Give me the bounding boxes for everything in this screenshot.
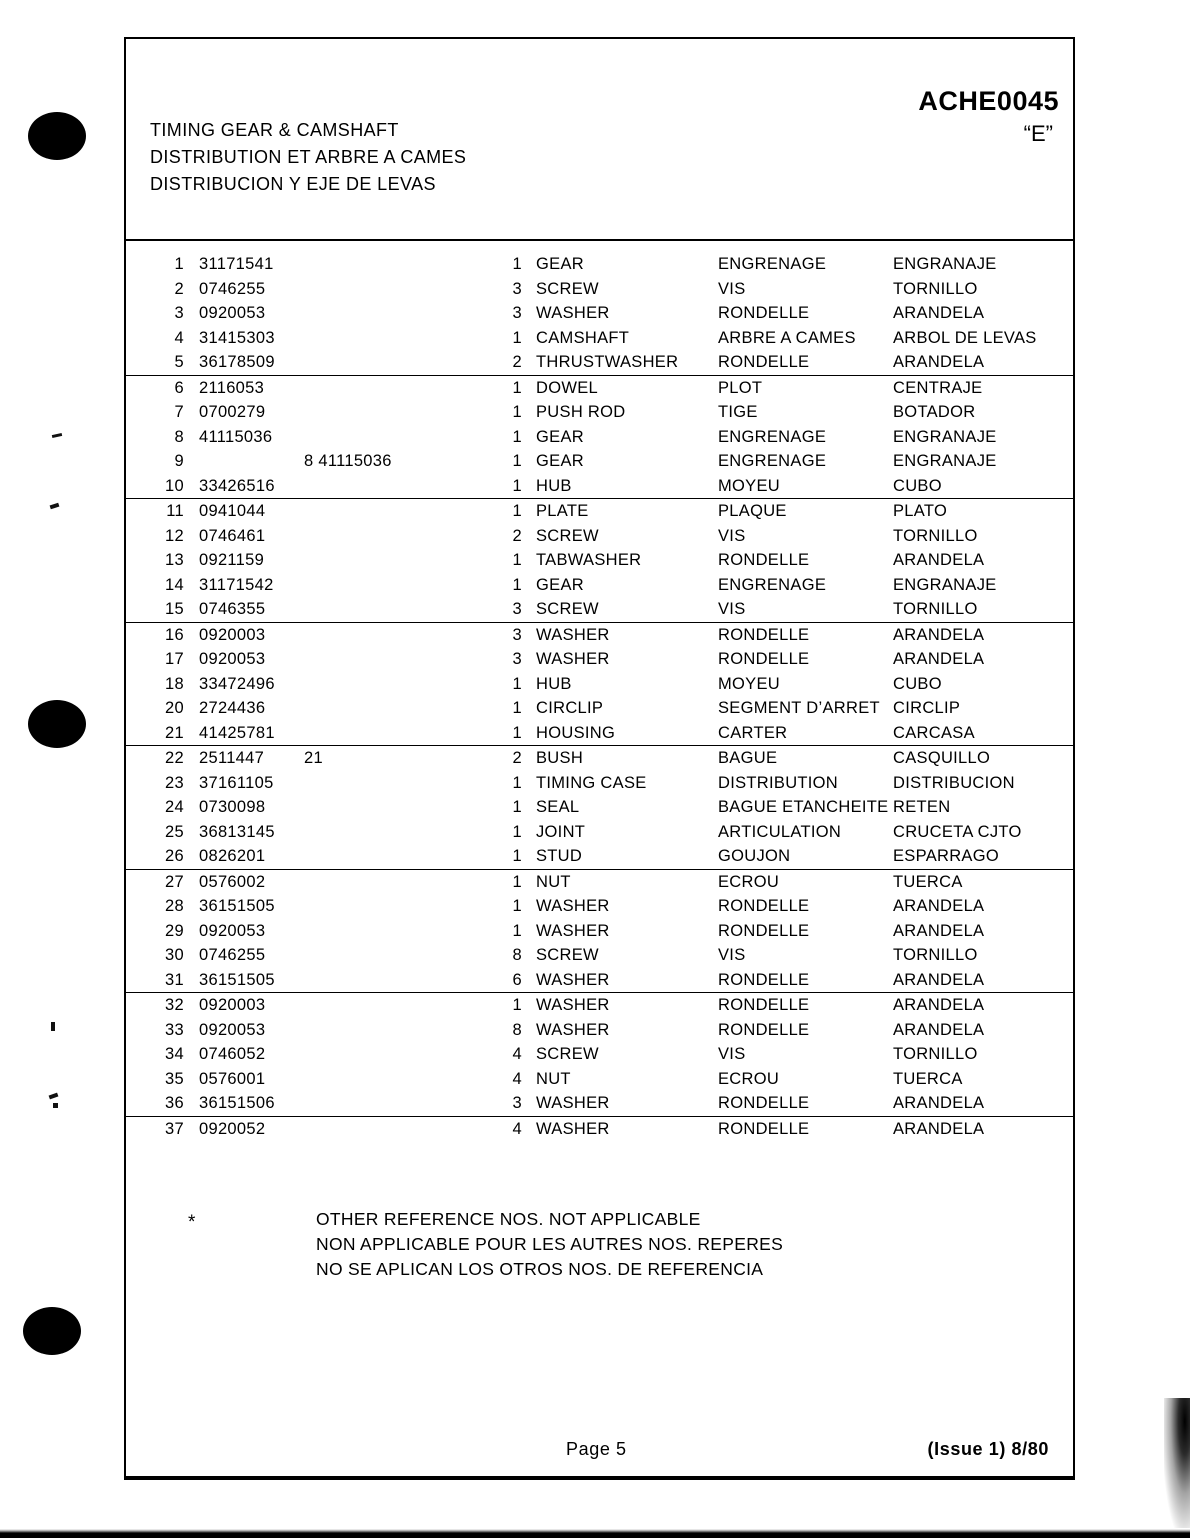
table-row xyxy=(126,597,1073,622)
cell-item-number: 15 xyxy=(165,600,184,618)
binder-punch-hole xyxy=(28,112,86,160)
scan-edge-shadow xyxy=(0,1529,1190,1538)
cell-item-number: 1 xyxy=(174,255,184,273)
cell-description-english: CIRCLIP xyxy=(536,699,604,717)
cell-description-spanish: TORNILLO xyxy=(893,946,978,964)
cell-description-spanish: ARANDELA xyxy=(893,650,985,668)
cell-part-number: 0730098 xyxy=(199,798,266,816)
table-row xyxy=(126,746,1073,771)
cell-description-spanish: PLATO xyxy=(893,502,948,520)
footnote-line-french: NON APPLICABLE POUR LES AUTRES NOS. REPERES xyxy=(316,1234,784,1254)
cell-description-french: PLOT xyxy=(718,378,763,397)
cell-description-spanish: ARANDELA xyxy=(893,625,985,644)
section-letter: “E” xyxy=(1023,121,1053,146)
scan-speckle xyxy=(51,1022,55,1031)
cell-item-number: 21 xyxy=(165,723,184,742)
parts-group xyxy=(126,239,1073,375)
cell-description-english: WASHER xyxy=(536,921,610,940)
parts-group xyxy=(126,992,1073,1116)
footer-divider xyxy=(126,1476,1073,1478)
cell-quantity: 1 xyxy=(512,847,522,865)
cell-description-english: THRUSTWASHER xyxy=(536,353,679,371)
cell-item-number: 36 xyxy=(165,1094,184,1112)
cell-description-french: MOYEU xyxy=(718,476,781,495)
cell-description-english: WASHER xyxy=(536,1119,610,1138)
cell-description-spanish: RETEN xyxy=(893,798,951,816)
cell-part-number: 0920003 xyxy=(199,996,266,1014)
cell-part-number: 0746052 xyxy=(199,1045,266,1063)
cell-description-french: RONDELLE xyxy=(718,897,810,915)
cell-item-number: 35 xyxy=(165,1069,184,1088)
cell-item-number: 5 xyxy=(174,353,184,371)
table-row xyxy=(126,326,1073,351)
cell-part-number: 0920003 xyxy=(199,625,266,644)
cell-description-french: VIS xyxy=(718,279,746,298)
cell-description-english: SCREW xyxy=(536,279,599,298)
cell-description-english: WASHER xyxy=(536,1020,610,1039)
cell-quantity: 1 xyxy=(512,328,522,347)
cell-description-spanish: ARANDELA xyxy=(893,1119,985,1138)
cell-description-french: ARTICULATION xyxy=(718,822,842,841)
cell-quantity: 8 xyxy=(512,1020,522,1039)
table-row xyxy=(126,894,1073,919)
cell-description-english: WASHER xyxy=(536,1094,610,1112)
cell-item-number: 10 xyxy=(165,476,184,495)
cell-part-number: 0826201 xyxy=(199,847,266,865)
cell-part-number: 0576002 xyxy=(199,872,266,891)
table-row xyxy=(126,1042,1073,1067)
cell-description-spanish: ARANDELA xyxy=(893,1020,985,1039)
table-row xyxy=(126,301,1073,326)
cell-description-spanish: CARCASA xyxy=(893,723,975,742)
cell-description-spanish: ENGRANAJE xyxy=(893,427,997,446)
cell-quantity: 1 xyxy=(512,699,522,717)
cell-part-number: 37161105 xyxy=(199,773,274,792)
cell-description-spanish: ENGRANAJE xyxy=(893,575,997,594)
cell-description-french: TIGE xyxy=(718,403,758,421)
cell-description-french: SEGMENT D’ARRET xyxy=(718,699,880,717)
binder-punch-hole xyxy=(28,700,86,748)
table-row xyxy=(126,820,1073,845)
cell-description-english: WASHER xyxy=(536,625,610,644)
scan-speckle xyxy=(49,1093,59,1100)
cell-part-number: 0746255 xyxy=(199,279,266,298)
cell-description-french: ENGRENAGE xyxy=(718,575,827,594)
cell-quantity: 1 xyxy=(512,674,522,693)
cell-item-number: 28 xyxy=(165,897,184,915)
cell-part-number: 33426516 xyxy=(199,476,275,495)
cell-description-french: ARBRE A CAMES xyxy=(718,328,856,347)
cell-description-spanish: CUBO xyxy=(893,674,942,693)
cell-description-english: SCREW xyxy=(536,600,599,618)
table-row xyxy=(126,474,1073,499)
title-english: TIMING GEAR & CAMSHAFT xyxy=(150,120,399,140)
cell-part-number: 41115036 xyxy=(199,427,273,446)
table-row xyxy=(126,1091,1073,1116)
cell-description-english: SCREW xyxy=(536,946,599,964)
cell-description-english: BUSH xyxy=(536,749,584,767)
cell-item-number: 11 xyxy=(166,502,184,520)
cell-item-number: 13 xyxy=(165,551,184,569)
cell-item-number: 6 xyxy=(174,378,184,397)
cell-quantity: 3 xyxy=(512,625,522,644)
cell-quantity: 1 xyxy=(512,921,522,940)
parts-group xyxy=(126,1116,1073,1142)
page-title xyxy=(150,117,466,198)
footnote-text xyxy=(316,1207,783,1282)
cell-part-number: 33472496 xyxy=(199,674,275,693)
cell-description-english: HOUSING xyxy=(536,723,616,742)
cell-quantity: 1 xyxy=(512,378,522,397)
cell-description-spanish: TORNILLO xyxy=(893,1045,978,1063)
cell-description-spanish: CUBO xyxy=(893,476,942,495)
cell-quantity: 1 xyxy=(512,452,522,470)
cell-description-french: RONDELLE xyxy=(718,353,810,371)
cell-description-english: SCREW xyxy=(536,1045,599,1063)
cell-quantity: 2 xyxy=(512,749,522,767)
cell-description-french: RONDELLE xyxy=(718,625,810,644)
cell-part-number: 0920053 xyxy=(199,304,266,322)
cell-quantity: 1 xyxy=(512,822,522,841)
table-row xyxy=(126,449,1073,474)
cell-part-number: 31415303 xyxy=(199,328,275,347)
cell-item-number: 8 xyxy=(174,427,184,446)
cell-description-english: STUD xyxy=(536,847,583,865)
cell-quantity: 1 xyxy=(512,723,522,742)
cell-part-number: 0746461 xyxy=(199,526,266,545)
cell-description-english: JOINT xyxy=(536,822,586,841)
parts-group xyxy=(126,869,1073,993)
cell-part-number: 0920052 xyxy=(199,1119,266,1138)
cell-description-english: NUT xyxy=(536,1069,571,1088)
cell-item-number: 20 xyxy=(165,699,184,717)
title-spanish: DISTRIBUCION Y EJE DE LEVAS xyxy=(150,174,436,194)
cell-description-english: WASHER xyxy=(536,996,610,1014)
cell-description-english: SEAL xyxy=(536,798,580,816)
table-row xyxy=(126,870,1073,895)
cell-part-number: 41425781 xyxy=(199,723,275,742)
cell-item-number: 2 xyxy=(174,279,184,298)
cell-item-number: 4 xyxy=(174,328,184,347)
cell-part-number: 31171541 xyxy=(199,255,274,273)
issue-date: (Issue 1) 8/80 xyxy=(927,1439,1049,1459)
cell-description-french: RONDELLE xyxy=(718,1119,810,1138)
cell-quantity: 3 xyxy=(512,1094,522,1112)
cell-item-number: 31 xyxy=(165,970,184,989)
table-row xyxy=(126,548,1073,573)
cell-part-number: 0920053 xyxy=(199,921,266,940)
cell-item-number: 37 xyxy=(165,1119,184,1138)
cell-description-spanish: ARANDELA xyxy=(893,897,985,915)
table-row xyxy=(126,993,1073,1018)
cell-item-number: 32 xyxy=(165,996,184,1014)
cell-description-french: BAGUE xyxy=(718,749,778,767)
table-row xyxy=(126,524,1073,549)
cell-description-spanish: CENTRAJE xyxy=(893,378,983,397)
cell-description-spanish: ESPARRAGO xyxy=(893,847,1000,865)
cell-description-french: RONDELLE xyxy=(718,1020,810,1039)
cell-description-spanish: TUERCA xyxy=(893,872,963,891)
cell-description-spanish: DISTRIBUCION xyxy=(893,773,1015,792)
cell-quantity: 4 xyxy=(512,1045,522,1063)
scan-speckle xyxy=(52,433,62,438)
page-frame xyxy=(124,37,1075,1480)
title-french: DISTRIBUTION ET ARBRE A CAMES xyxy=(150,147,467,167)
cell-item-number: 16 xyxy=(165,625,184,644)
cell-alternate-reference: 8 41115036 xyxy=(304,452,392,470)
cell-description-english: PUSH ROD xyxy=(536,403,626,421)
cell-description-english: SCREW xyxy=(536,526,599,545)
cell-description-french: GOUJON xyxy=(718,847,791,865)
scan-speckle xyxy=(50,503,60,510)
cell-description-spanish: ARANDELA xyxy=(893,353,985,371)
table-row xyxy=(126,647,1073,672)
cell-item-number: 24 xyxy=(165,798,184,816)
cell-description-french: RONDELLE xyxy=(718,304,810,322)
cell-part-number: 2116053 xyxy=(199,378,265,397)
table-row xyxy=(126,844,1073,869)
cell-part-number: 2724436 xyxy=(199,699,266,717)
cell-item-number: 26 xyxy=(165,847,184,865)
table-row xyxy=(126,623,1073,648)
cell-description-french: RONDELLE xyxy=(718,921,810,940)
cell-description-spanish: CRUCETA CJTO xyxy=(893,822,1022,841)
cell-item-number: 12 xyxy=(165,526,184,545)
cell-description-french: VIS xyxy=(718,1045,746,1063)
table-row xyxy=(126,1067,1073,1092)
cell-part-number: 31171542 xyxy=(199,575,274,594)
cell-description-english: WASHER xyxy=(536,304,610,322)
cell-description-spanish: ENGRANAJE xyxy=(893,452,997,470)
cell-description-french: MOYEU xyxy=(718,674,781,693)
cell-quantity: 1 xyxy=(512,897,522,915)
cell-description-english: HUB xyxy=(536,476,572,495)
cell-description-english: WASHER xyxy=(536,650,610,668)
parts-group xyxy=(126,498,1073,622)
footnote-marker: * xyxy=(188,1212,196,1233)
cell-item-number: 25 xyxy=(165,822,184,841)
cell-quantity: 1 xyxy=(512,476,522,495)
cell-quantity: 1 xyxy=(512,773,522,792)
cell-description-english: HUB xyxy=(536,674,572,693)
cell-item-number: 30 xyxy=(165,946,184,964)
cell-quantity: 4 xyxy=(512,1069,522,1088)
footnote-line-english: OTHER REFERENCE NOS. NOT APPLICABLE xyxy=(316,1209,701,1229)
cell-item-number: 17 xyxy=(165,650,184,668)
cell-quantity: 1 xyxy=(512,996,522,1014)
cell-description-english: GEAR xyxy=(536,427,584,446)
scan-speckle xyxy=(53,1103,58,1108)
cell-description-french: CARTER xyxy=(718,723,788,742)
parts-table xyxy=(126,239,1073,1141)
cell-description-spanish: ARANDELA xyxy=(893,970,985,989)
cell-description-spanish: ENGRANAJE xyxy=(893,255,997,273)
cell-quantity: 1 xyxy=(512,502,522,520)
cell-quantity: 4 xyxy=(512,1119,522,1138)
cell-item-number: 14 xyxy=(165,575,184,594)
cell-alternate-reference: 21 xyxy=(304,749,323,767)
cell-description-spanish: CASQUILLO xyxy=(893,749,991,767)
cell-description-spanish: ARANDELA xyxy=(893,1094,985,1112)
cell-description-english: TABWASHER xyxy=(536,551,642,569)
page-number: Page 5 xyxy=(566,1439,627,1459)
table-row xyxy=(126,277,1073,302)
cell-part-number: 0921159 xyxy=(199,551,265,569)
cell-description-french: RONDELLE xyxy=(718,996,810,1014)
cell-quantity: 1 xyxy=(512,872,522,891)
cell-description-spanish: TORNILLO xyxy=(893,279,978,298)
table-row xyxy=(126,1117,1073,1142)
table-row xyxy=(126,252,1073,277)
cell-quantity: 3 xyxy=(512,650,522,668)
cell-part-number: 36151506 xyxy=(199,1094,275,1112)
cell-description-french: RONDELLE xyxy=(718,650,810,668)
cell-item-number: 29 xyxy=(165,921,184,940)
cell-description-english: WASHER xyxy=(536,970,610,989)
cell-description-spanish: BOTADOR xyxy=(893,403,976,421)
table-row xyxy=(126,573,1073,598)
table-row xyxy=(126,499,1073,524)
cell-description-spanish: CIRCLIP xyxy=(893,699,961,717)
cell-description-english: NUT xyxy=(536,872,571,891)
cell-description-french: ENGRENAGE xyxy=(718,255,827,273)
cell-part-number: 2511447 xyxy=(199,749,265,767)
cell-quantity: 3 xyxy=(512,279,522,298)
cell-item-number: 7 xyxy=(174,403,184,421)
cell-description-english: TIMING CASE xyxy=(536,773,647,792)
cell-item-number: 18 xyxy=(165,674,184,693)
table-row xyxy=(126,672,1073,697)
cell-part-number: 0941044 xyxy=(199,502,266,520)
cell-item-number: 3 xyxy=(174,304,184,322)
cell-description-french: RONDELLE xyxy=(718,1094,810,1112)
cell-part-number: 36813145 xyxy=(199,822,275,841)
cell-item-number: 23 xyxy=(165,773,184,792)
cell-description-spanish: TUERCA xyxy=(893,1069,963,1088)
cell-part-number: 0920053 xyxy=(199,1020,266,1039)
cell-description-french: VIS xyxy=(718,946,746,964)
cell-description-spanish: ARANDELA xyxy=(893,996,985,1014)
cell-description-french: ENGRENAGE xyxy=(718,452,827,470)
cell-description-spanish: ARANDELA xyxy=(893,304,985,322)
cell-quantity: 1 xyxy=(512,575,522,594)
cell-description-english: GEAR xyxy=(536,255,584,273)
cell-part-number: 0746355 xyxy=(199,600,266,618)
cell-item-number: 27 xyxy=(165,872,184,891)
cell-quantity: 1 xyxy=(512,551,522,569)
cell-description-english: PLATE xyxy=(536,502,589,520)
table-row xyxy=(126,400,1073,425)
table-row xyxy=(126,1018,1073,1043)
cell-quantity: 1 xyxy=(512,403,522,421)
cell-description-english: GEAR xyxy=(536,452,584,470)
cell-description-spanish: ARBOL DE LEVAS xyxy=(893,328,1037,347)
table-row xyxy=(126,943,1073,968)
cell-quantity: 2 xyxy=(512,526,522,545)
table-row xyxy=(126,425,1073,450)
cell-quantity: 8 xyxy=(512,946,522,964)
table-row xyxy=(126,919,1073,944)
cell-quantity: 2 xyxy=(512,353,522,371)
cell-description-spanish: TORNILLO xyxy=(893,526,978,545)
cell-part-number: 36151505 xyxy=(199,970,275,989)
cell-quantity: 1 xyxy=(512,798,522,816)
cell-item-number: 33 xyxy=(165,1020,184,1039)
cell-quantity: 3 xyxy=(512,304,522,322)
cell-description-spanish: TORNILLO xyxy=(893,600,978,618)
cell-description-english: GEAR xyxy=(536,575,584,594)
cell-item-number: 9 xyxy=(174,452,184,470)
cell-item-number: 22 xyxy=(165,749,184,767)
cell-description-french: VIS xyxy=(718,526,746,545)
cell-quantity: 1 xyxy=(512,427,522,446)
cell-quantity: 3 xyxy=(512,600,522,618)
cell-description-spanish: ARANDELA xyxy=(893,551,985,569)
table-row xyxy=(126,771,1073,796)
cell-description-french: VIS xyxy=(718,600,746,618)
cell-description-french: ECROU xyxy=(718,872,780,891)
table-row xyxy=(126,795,1073,820)
scan-edge-smudge xyxy=(1164,1398,1190,1528)
table-row xyxy=(126,721,1073,746)
cell-description-french: BAGUE ETANCHEITE xyxy=(718,798,889,816)
cell-description-french: DISTRIBUTION xyxy=(718,773,839,792)
cell-item-number: 34 xyxy=(165,1045,184,1063)
parts-group xyxy=(126,745,1073,869)
document-code: ACHE0045 xyxy=(918,86,1059,116)
cell-description-french: ECROU xyxy=(718,1069,780,1088)
binder-punch-hole xyxy=(23,1307,81,1355)
cell-description-french: RONDELLE xyxy=(718,970,810,989)
cell-part-number: 0700279 xyxy=(199,403,266,421)
table-row xyxy=(126,696,1073,721)
cell-description-french: ENGRENAGE xyxy=(718,427,827,446)
cell-part-number: 36151505 xyxy=(199,897,275,915)
table-row xyxy=(126,376,1073,401)
cell-quantity: 1 xyxy=(512,255,522,273)
cell-description-french: PLAQUE xyxy=(718,502,787,520)
parts-group xyxy=(126,622,1073,746)
cell-part-number: 0746255 xyxy=(199,946,266,964)
cell-quantity: 6 xyxy=(512,970,522,989)
cell-description-spanish: ARANDELA xyxy=(893,921,985,940)
parts-group xyxy=(126,375,1073,499)
table-row xyxy=(126,968,1073,993)
cell-part-number: 36178509 xyxy=(199,353,275,371)
cell-description-french: RONDELLE xyxy=(718,551,810,569)
cell-part-number: 0576001 xyxy=(199,1069,266,1088)
cell-description-english: WASHER xyxy=(536,897,610,915)
cell-description-english: DOWEL xyxy=(536,378,599,397)
footnote-line-spanish: NO SE APLICAN LOS OTROS NOS. DE REFERENCIA xyxy=(316,1259,764,1279)
cell-description-english: CAMSHAFT xyxy=(536,328,630,347)
cell-part-number: 0920053 xyxy=(199,650,266,668)
table-row xyxy=(126,350,1073,375)
